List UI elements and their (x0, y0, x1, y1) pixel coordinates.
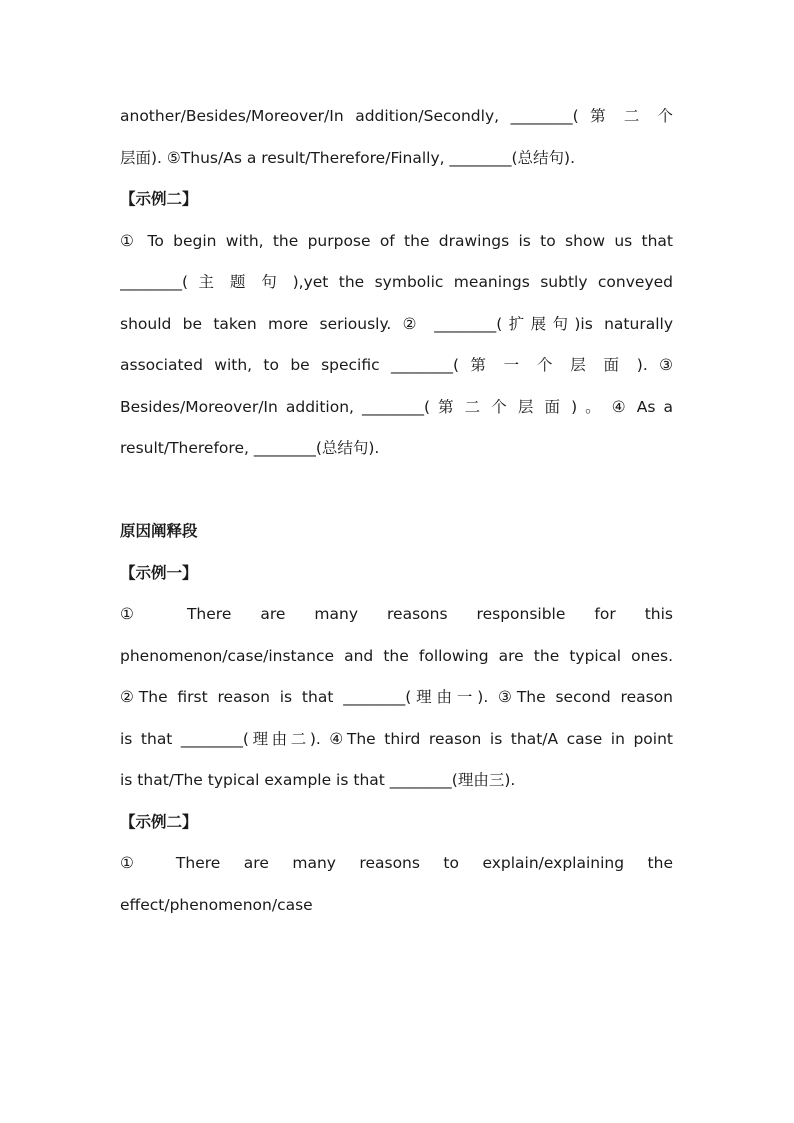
paragraph-line: phenomenon/case/instance and the following are the typical ones. (120, 646, 673, 665)
paragraph-line: 层面). ⑤Thus/As a result/Therefore/Finally, ________(总结句). (120, 148, 576, 167)
paragraph-line: ① To begin with, the purpose of the drawings is to show us that (120, 231, 673, 250)
paragraph-line: Besides/Moreover/In addition, ________( 第 二 个 层 面 ) 。 ④ As a (120, 397, 673, 416)
paragraph-line: another/Besides/Moreover/In addition/Secondly, ________( 第 二 个 (120, 107, 673, 125)
paragraph-line: effect/phenomenon/case (120, 895, 313, 914)
paragraph-line: is that/The typical example is that ________(理由三). (120, 771, 516, 789)
paragraph-line: should be taken more seriously. ② ________(扩展句)is naturally (120, 314, 673, 333)
document-body (120, 96, 673, 926)
example-heading: 【示例一】 (120, 563, 198, 582)
paragraph-line: ① There are many reasons to explain/explaining the (120, 854, 673, 872)
paragraph-line: associated with, to be specific ________( 第 一 个 层 面 ). ③ (120, 356, 673, 374)
paragraph-line: ________( 主 题 句 ),yet the symbolic meanings subtly conveyed (120, 273, 673, 291)
paragraph-line: is that ________(理由二). ④The third reason is that/A case in point (120, 729, 673, 748)
blank-line (120, 470, 673, 512)
example-heading: 【示例二】 (120, 190, 198, 208)
paragraph-line: ②The first reason is that ________(理由一). ③The second reason (120, 688, 673, 706)
paragraph-line: result/Therefore, ________(总结句). (120, 439, 380, 457)
section-heading: 原因阐释段 (120, 522, 198, 540)
example-heading: 【示例二】 (120, 812, 198, 831)
paragraph-line: ① There are many reasons responsible for this (120, 605, 673, 623)
